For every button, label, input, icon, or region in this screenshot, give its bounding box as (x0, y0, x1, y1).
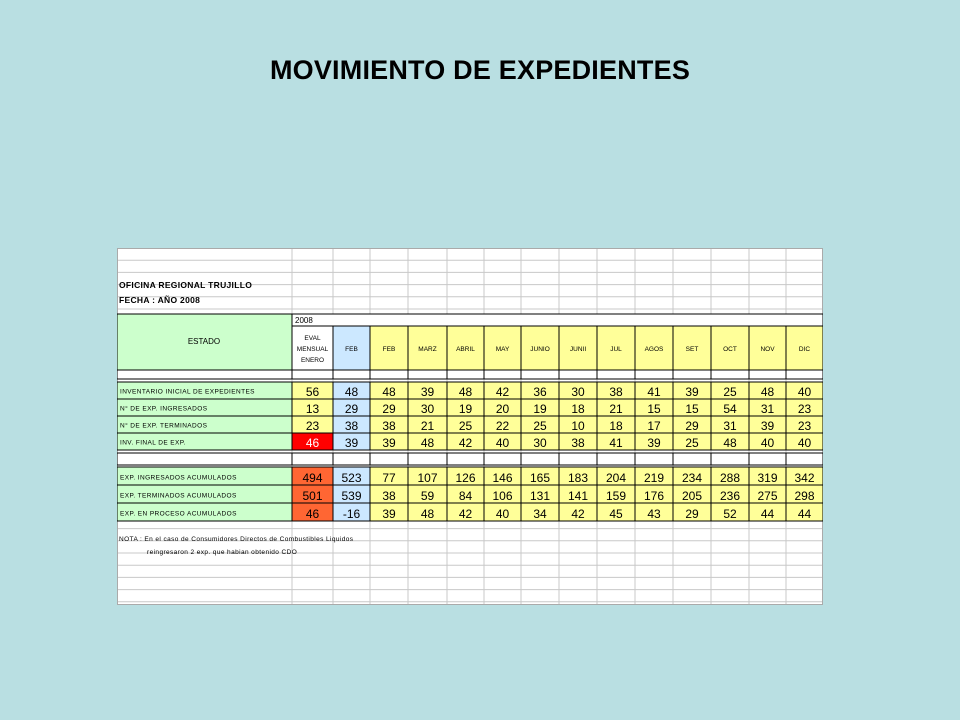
report-date: FECHA : AÑO 2008 (119, 295, 201, 305)
row-label: EXP. INGRESADOS ACUMULADOS (120, 474, 237, 482)
cell-value: 29 (382, 402, 396, 416)
cell-value: 288 (719, 471, 741, 485)
cell-value: 39 (382, 507, 396, 521)
separator (559, 370, 597, 379)
row-label: INV. FINAL DE EXP. (120, 439, 186, 447)
cell-value: 38 (571, 436, 585, 450)
cell-value: 45 (609, 507, 623, 521)
cell-value: 40 (797, 385, 812, 399)
cell-value: 126 (455, 471, 476, 485)
row-label: N° DE EXP. TERMINADOS (120, 422, 208, 430)
cell-value: 10 (571, 419, 585, 433)
cell-value: 39 (760, 419, 775, 433)
cell-value: 56 (305, 385, 320, 399)
cell-value: 21 (609, 402, 623, 416)
separator (749, 370, 786, 379)
cell-value: 141 (567, 489, 589, 503)
cell-value: 23 (305, 419, 320, 433)
month-header: MARZ (418, 346, 437, 353)
month-header: JUNII (569, 346, 587, 353)
row-label: EXP. EN PROCESO ACUMULADOS (120, 510, 237, 518)
separator (484, 370, 521, 379)
cell-value: 131 (529, 489, 551, 503)
cell-value: 44 (760, 507, 775, 521)
month-header: FEB (382, 346, 396, 353)
month-header: AGOS (644, 346, 664, 353)
cell-value: 22 (495, 419, 510, 433)
cell-value: 15 (647, 402, 661, 416)
cell-value: 159 (605, 489, 627, 503)
month-header: SET (685, 346, 699, 353)
cell-value: 13 (305, 402, 320, 416)
cell-value: 23 (797, 419, 812, 433)
cell-value: 219 (643, 471, 665, 485)
cell-value: 41 (647, 385, 661, 399)
cell-value: 38 (382, 419, 396, 433)
cell-value: 30 (420, 402, 435, 416)
separator (408, 370, 447, 379)
cell-value: 48 (420, 507, 435, 521)
month-header: NOV (760, 346, 775, 353)
cell-value: 29 (344, 402, 359, 416)
cell-value: 30 (571, 385, 585, 399)
separator (673, 370, 711, 379)
month-header: OCT (723, 346, 737, 353)
spreadsheet (117, 248, 823, 605)
cell-value: 539 (341, 489, 362, 503)
cell-value: 40 (760, 436, 775, 450)
month-header: ABRIL (456, 346, 475, 353)
note-line: NOTA : En el caso de Consumidores Directos de Combustibles Liquidos (119, 536, 354, 543)
cell-value: 39 (382, 436, 396, 450)
cell-value: 43 (647, 507, 661, 521)
cell-value: 275 (757, 489, 778, 503)
cell-value: 39 (685, 385, 699, 399)
cell-value: 31 (723, 419, 737, 433)
cell-value: 48 (723, 436, 737, 450)
cell-value: 146 (492, 471, 513, 485)
cell-value: 38 (609, 385, 623, 399)
cell-value: 36 (533, 385, 547, 399)
cell-value: 39 (647, 436, 661, 450)
cell-value: 25 (458, 419, 473, 433)
cell-value: 494 (302, 471, 323, 485)
separator (635, 370, 673, 379)
cell-value: 19 (458, 402, 473, 416)
cell-value: 38 (344, 419, 359, 433)
cell-value: -16 (342, 507, 361, 521)
cell-value: 39 (420, 385, 435, 399)
separator (521, 370, 559, 379)
cell-value: 183 (567, 471, 589, 485)
cell-value: 17 (647, 419, 661, 433)
cell-value: 20 (495, 402, 510, 416)
cell-value: 107 (417, 471, 438, 485)
cell-value: 25 (723, 385, 737, 399)
month-header: JUL (610, 346, 622, 353)
cell-value: 25 (533, 419, 547, 433)
cell-value: 48 (458, 385, 473, 399)
cell-value: 204 (605, 471, 627, 485)
row-label: N° DE EXP. INGRESADOS (120, 405, 208, 413)
cell-value: 40 (797, 436, 812, 450)
cell-value: 42 (458, 507, 473, 521)
cell-value: 23 (797, 402, 812, 416)
cell-value: 39 (344, 436, 359, 450)
cell-value: 106 (492, 489, 513, 503)
cell-value: 40 (495, 436, 510, 450)
cell-value: 319 (757, 471, 778, 485)
cell-value: 19 (533, 402, 547, 416)
cell-value: 15 (685, 402, 699, 416)
month-header: DIC (798, 346, 811, 353)
separator (711, 370, 749, 379)
cell-value: 205 (681, 489, 703, 503)
cell-value: 42 (458, 436, 473, 450)
separator (117, 370, 292, 379)
month-header: FEB (345, 346, 358, 353)
cell-value: 84 (458, 489, 473, 503)
separator (292, 370, 333, 379)
cell-value: 46 (305, 436, 320, 450)
cell-value: 42 (571, 507, 585, 521)
eval-header-line: ENERO (300, 357, 325, 364)
cell-value: 77 (382, 471, 396, 485)
separator (447, 370, 484, 379)
note-line: reingresaron 2 exp. que habian obtenido CDO (147, 549, 298, 556)
cell-value: 41 (609, 436, 623, 450)
cell-value: 25 (685, 436, 699, 450)
cell-value: 234 (681, 471, 703, 485)
month-header: MAY (495, 346, 510, 353)
cell-value: 59 (420, 489, 435, 503)
cell-value: 18 (609, 419, 623, 433)
month-header: JUNIO (530, 346, 550, 353)
cell-value: 501 (302, 489, 323, 503)
year-header: 2008 (295, 316, 313, 325)
cell-value: 44 (797, 507, 812, 521)
cell-value: 42 (495, 385, 510, 399)
page-title: MOVIMIENTO DE EXPEDIENTES (269, 55, 691, 85)
separator (786, 370, 823, 379)
cell-value: 18 (571, 402, 585, 416)
cell-value: 48 (344, 385, 359, 399)
cell-value: 29 (685, 507, 699, 521)
block-gap (117, 453, 823, 465)
cell-value: 298 (794, 489, 815, 503)
cell-value: 40 (495, 507, 510, 521)
separator (370, 370, 408, 379)
spreadsheet-grid (117, 248, 823, 605)
cell-value: 52 (723, 507, 737, 521)
row-label: INVENTARIO INICIAL DE EXPEDIENTES (120, 388, 255, 396)
cell-value: 21 (420, 419, 435, 433)
office-name: OFICINA REGIONAL TRUJILLO (119, 280, 253, 290)
cell-value: 29 (685, 419, 699, 433)
cell-value: 342 (794, 471, 815, 485)
eval-header-line: EVAL (304, 335, 321, 342)
separator (597, 370, 635, 379)
cell-value: 48 (420, 436, 435, 450)
cell-value: 34 (533, 507, 547, 521)
cell-value: 48 (760, 385, 775, 399)
eval-header-line: MENSUAL (296, 346, 329, 353)
separator (333, 370, 370, 379)
cell-value: 236 (719, 489, 741, 503)
cell-value: 38 (382, 489, 396, 503)
cell-value: 30 (533, 436, 547, 450)
cell-value: 46 (305, 507, 320, 521)
cell-value: 31 (760, 402, 775, 416)
cell-value: 176 (643, 489, 665, 503)
row-label: EXP. TERMINADOS ACUMULADOS (120, 492, 237, 500)
estado-header: ESTADO (187, 337, 221, 346)
year-header-cell (292, 314, 823, 326)
cell-value: 165 (529, 471, 551, 485)
cell-value: 54 (723, 402, 737, 416)
cell-value: 48 (382, 385, 396, 399)
cell-value: 523 (341, 471, 362, 485)
